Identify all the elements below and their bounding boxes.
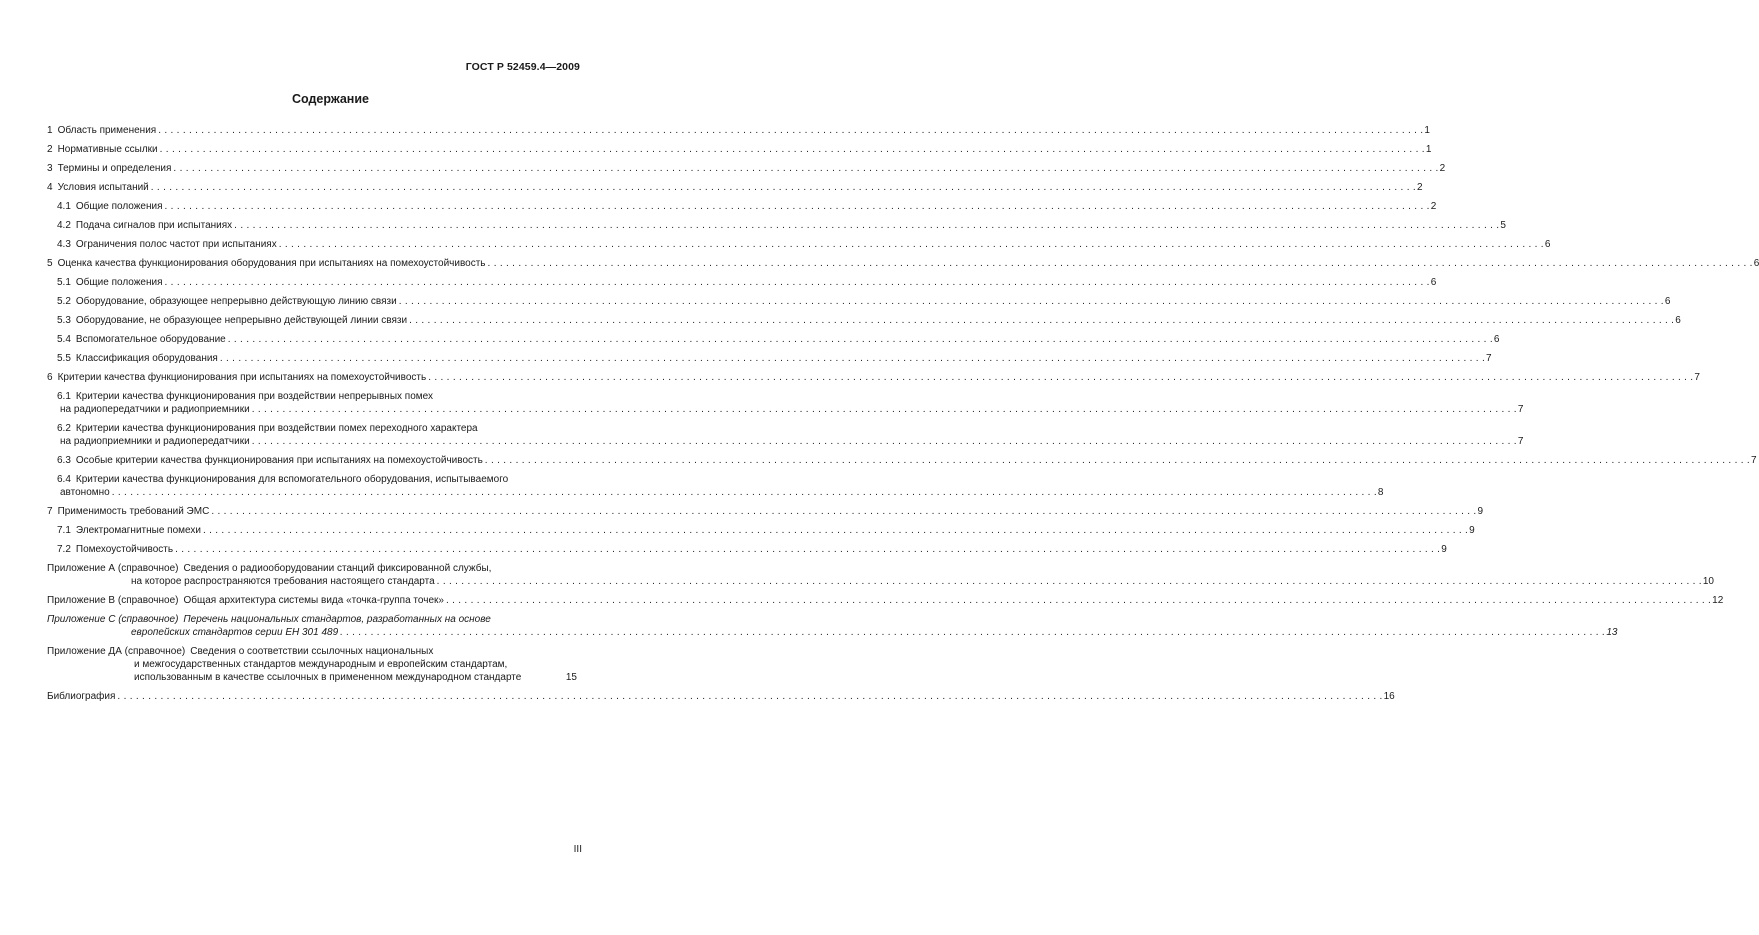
toc-title: Классификация оборудования xyxy=(75,353,218,364)
toc-leader xyxy=(151,181,1416,194)
page-folio: III xyxy=(573,844,582,855)
toc-page-number: 7 xyxy=(1517,436,1524,447)
toc-page-number: 6 xyxy=(1493,334,1500,345)
toc-leader xyxy=(252,403,1517,416)
toc-appendix-b[interactable] xyxy=(47,594,1724,607)
toc-page-number: 9 xyxy=(1441,544,1447,555)
toc-appendix-c[interactable] xyxy=(47,613,1618,639)
toc-leader xyxy=(165,276,1430,289)
toc-leader xyxy=(437,575,1702,588)
toc-leader xyxy=(428,371,1693,384)
toc-entry-4-3[interactable] xyxy=(47,238,1551,251)
toc-number: 6 xyxy=(47,372,53,383)
toc-entry-5-5[interactable] xyxy=(47,352,1492,365)
toc-number: 4.2 xyxy=(57,220,71,231)
toc-entry-7[interactable] xyxy=(47,505,1484,518)
toc-number: 5.2 xyxy=(57,296,71,307)
appendix-label: Приложение С (справочное) xyxy=(47,614,179,625)
toc-entry-7-2[interactable] xyxy=(47,543,1447,556)
toc-leader xyxy=(117,690,1382,703)
toc-page-number: 6 xyxy=(1664,296,1671,307)
toc-title: Критерии качества функционирования при воздействии помех переходного характера xyxy=(75,423,478,434)
toc-page-number: 5 xyxy=(1500,220,1506,231)
toc-leader xyxy=(228,333,1493,346)
toc-entry-5-3[interactable] xyxy=(47,314,1681,327)
toc-title: Электромагнитные помехи xyxy=(75,525,201,536)
toc-entry-6-3[interactable] xyxy=(47,454,1757,467)
toc-page-number: 16 xyxy=(1383,691,1395,702)
appendix-title: Сведения о радиооборудовании станций фиксированной службы, xyxy=(183,563,492,574)
toc-leader xyxy=(165,200,1430,213)
toc-page-number: 1 xyxy=(1425,144,1432,155)
toc-title-continuation: автономно xyxy=(60,487,110,498)
toc-number: 5.1 xyxy=(57,277,71,288)
toc-leader xyxy=(220,352,1485,365)
toc-leader xyxy=(211,505,1476,518)
appendix-title-continuation: и межгосударственных стандартов международным и европейским стандартам, xyxy=(134,659,508,670)
toc-page-number: 7 xyxy=(1694,372,1700,383)
toc-page-number: 6 xyxy=(1544,239,1551,250)
toc-number: 7.1 xyxy=(57,525,71,536)
toc-entry-7-1[interactable] xyxy=(47,524,1475,537)
toc-title: Помехоустойчивость xyxy=(75,544,174,555)
toc-number: 5.4 xyxy=(57,334,71,345)
appendix-title: Перечень национальных стандартов, разработанных на основе xyxy=(183,614,491,625)
appendix-title-continuation: европейских стандартов серии ЕН 301 489 xyxy=(131,627,339,638)
toc-page-number: 9 xyxy=(1477,506,1484,517)
toc-entry-4-1[interactable] xyxy=(47,200,1437,213)
toc-entry-5-1[interactable] xyxy=(47,276,1437,289)
toc-number: 4 xyxy=(47,182,53,193)
toc-number: 7.2 xyxy=(57,544,71,555)
standard-code: ГОСТ Р 52459.4—2009 xyxy=(465,61,580,73)
toc-page-number: 10 xyxy=(1702,576,1714,587)
toc-title: Ограничения полос частот при испытаниях xyxy=(75,239,277,250)
appendix-title-continuation: использованным в качестве ссылочных в примененном международном стандарте xyxy=(134,672,522,683)
toc-entry-2[interactable] xyxy=(47,143,1432,156)
toc-entry-5-4[interactable] xyxy=(47,333,1500,346)
toc-title: Оборудование, не образующее непрерывно действующей линии связи xyxy=(75,315,408,326)
toc-number: 5.3 xyxy=(57,315,71,326)
toc-title: Оценка качества функционирования оборудования при испытаниях на помехоустойчивость xyxy=(57,258,486,269)
toc-title-continuation: на радиопередатчики и радиоприемники xyxy=(60,404,250,415)
toc-leader xyxy=(488,257,1753,270)
toc-leader xyxy=(399,295,1664,308)
toc-number: 6.1 xyxy=(57,391,71,402)
toc-title: Оборудование, образующее непрерывно действующую линию связи xyxy=(75,296,397,307)
toc-number: 1 xyxy=(47,125,53,136)
toc-leader xyxy=(158,124,1423,137)
toc-entry-5-2[interactable] xyxy=(47,295,1671,308)
toc-page-number: 9 xyxy=(1469,525,1475,536)
toc-entry-4-2[interactable] xyxy=(47,219,1506,232)
toc-leader xyxy=(279,238,1544,251)
toc-page-number: 6 xyxy=(1753,258,1759,269)
appendix-label: Приложение А (справочное) xyxy=(47,563,179,574)
toc-entry-3[interactable] xyxy=(47,162,1446,175)
toc-title: Применимость требований ЭМС xyxy=(57,506,210,517)
toc-leader xyxy=(234,219,1499,232)
toc-number: 5.5 xyxy=(57,353,71,364)
page-title: Содержание xyxy=(291,92,369,106)
toc-leader xyxy=(173,162,1438,175)
toc-entry-1[interactable] xyxy=(47,124,1430,137)
toc-title: Условия испытаний xyxy=(57,182,149,193)
toc-entry-6-4[interactable] xyxy=(47,473,1384,499)
toc-number: 3 xyxy=(47,163,53,174)
toc-title: Термины и определения xyxy=(57,163,172,174)
toc-leader xyxy=(175,543,1440,556)
toc-title-continuation: на радиоприемники и радиопередатчики xyxy=(60,436,250,447)
toc-title: Общие положения xyxy=(75,277,163,288)
toc-page-number: 7 xyxy=(1517,404,1524,415)
toc-title: Критерии качества функционирования при воздействии непрерывных помех xyxy=(75,391,433,402)
toc-page-number: 7 xyxy=(1486,353,1492,364)
appendix-title-continuation: на которое распространяются требования настоящего стандарта xyxy=(131,576,435,587)
toc-page-number: 2 xyxy=(1430,201,1437,212)
toc-page-number: 2 xyxy=(1416,182,1423,193)
toc-entry-6-1[interactable] xyxy=(47,390,1524,416)
toc-page-number: 7 xyxy=(1750,455,1757,466)
toc-appendix-a[interactable] xyxy=(47,562,1714,588)
toc-leader xyxy=(112,486,1377,499)
toc-number: 6.3 xyxy=(57,455,71,466)
toc-entry-6-2[interactable] xyxy=(47,422,1524,448)
toc-page-number: 13 xyxy=(1606,627,1618,638)
toc-leader xyxy=(160,143,1425,156)
toc-number: 7 xyxy=(47,506,53,517)
bibliography-title: Библиография xyxy=(47,691,116,702)
toc-title: Особые критерии качества функционирования при испытаниях на помехоустойчивость xyxy=(75,455,483,466)
table-of-contents xyxy=(47,124,1759,703)
toc-title: Нормативные ссылки xyxy=(57,144,158,155)
toc-number: 2 xyxy=(47,144,53,155)
appendix-label: Приложение ДА (справочное) xyxy=(47,646,186,657)
toc-number: 6.2 xyxy=(57,423,71,434)
toc-page-number: 15 xyxy=(565,672,577,683)
toc-leader xyxy=(409,314,1674,327)
toc-title: Подача сигналов при испытаниях xyxy=(75,220,233,231)
toc-leader xyxy=(203,524,1468,537)
toc-leader xyxy=(446,594,1711,607)
toc-entry-6[interactable] xyxy=(47,371,1700,384)
toc-title: Критерии качества функционирования при испытаниях на помехоустойчивость xyxy=(57,372,427,383)
toc-leader xyxy=(340,626,1605,639)
toc-page-number: 1 xyxy=(1424,125,1430,136)
toc-bibliography[interactable] xyxy=(47,690,1395,703)
toc-title: Общие положения xyxy=(75,201,163,212)
toc-page-number: 2 xyxy=(1439,163,1446,174)
toc-leader xyxy=(485,454,1750,467)
toc-appendix-da[interactable] xyxy=(47,645,577,684)
toc-number: 4.3 xyxy=(57,239,71,250)
toc-leader xyxy=(252,435,1517,448)
toc-entry-4[interactable] xyxy=(47,181,1423,194)
toc-title: Область применения xyxy=(57,125,157,136)
toc-page-number: 12 xyxy=(1712,595,1724,606)
toc-page-number: 6 xyxy=(1430,277,1437,288)
appendix-title: Сведения о соответствии ссылочных национальных xyxy=(190,646,434,657)
appendix-label: Приложение В (справочное) xyxy=(47,595,179,606)
toc-number: 6.4 xyxy=(57,474,71,485)
toc-entry-5[interactable] xyxy=(47,257,1759,270)
appendix-title: Общая архитектура системы вида «точка-группа точек» xyxy=(183,595,444,606)
toc-page-number: 8 xyxy=(1377,487,1384,498)
toc-title: Критерии качества функционирования для вспомогательного оборудования, испытываемого xyxy=(75,474,509,485)
toc-page-number: 6 xyxy=(1675,315,1681,326)
toc-number: 4.1 xyxy=(57,201,71,212)
toc-number: 5 xyxy=(47,258,53,269)
toc-title: Вспомогательное оборудование xyxy=(75,334,226,345)
